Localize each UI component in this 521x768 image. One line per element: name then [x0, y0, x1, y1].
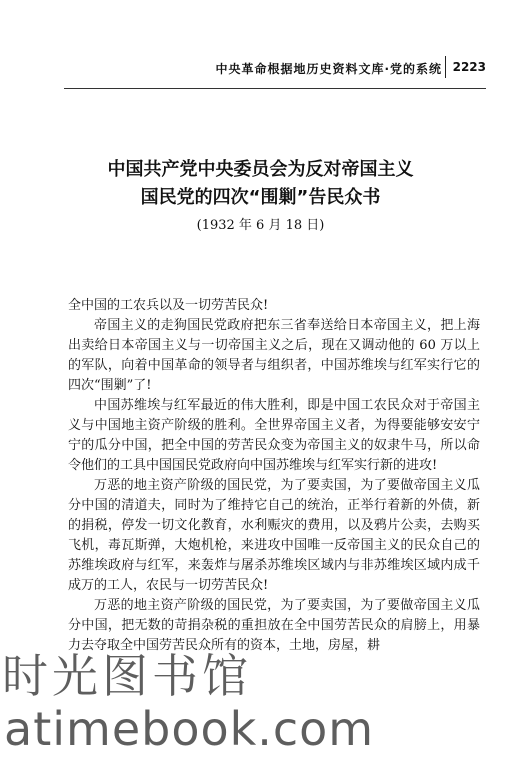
header-rule-line — [64, 88, 486, 89]
document-date: (1932 年 6 月 18 日) — [196, 218, 325, 233]
running-header — [0, 56, 486, 80]
title-line-2: 国民党的四次“围剿”告民众书 — [140, 187, 381, 208]
paragraph: 万恶的地主资产阶级的国民党，为了要卖国，为了要做帝国主义瓜分中国，把无数的苛捐杂税的重担放在全中国劳苦民众的肩膀上，用暴力去夺取全中国劳苦民众所有的资本，土地，房屋，耕 — [68, 598, 480, 653]
paragraph: 中国苏维埃与红军最近的伟大胜利，即是中国工农民众对于帝国主义与中国地主资产阶级的胜利。全世界帝国主义者，为得要能够安安宁宁的瓜分中国，把全中国的劳苦民众变为帝国主义的奴隶牛马，所以命令他们的工具中国国民党政府向中国苏维埃与红军实行新的进攻! — [68, 398, 480, 473]
page-number: 2223 — [452, 60, 486, 74]
series-title: 中央革命根据地历史资料文库·党的系统 — [215, 62, 442, 76]
paragraph: 帝国主义的走狗国民党政府把东三省奉送给日本帝国主义，把上海出卖给日本帝国主义与一切帝国主义之后，现在又调动他的 60 万以上的军队，向着中国革命的领导者与组织者，中国苏维埃与红军实行它的四次“围剿”了! — [68, 318, 480, 393]
header-divider — [445, 56, 446, 78]
title-line-1: 中国共产党中央委员会为反对帝国主义 — [107, 159, 414, 180]
document-title — [0, 156, 521, 212]
watermark — [0, 640, 521, 768]
paragraph: 万恶的地主资产阶级的国民党，为了要卖国，为了要做帝国主义瓜分中国的清道夫，同时为了维持它自己的统治，正举行着新的外债，新的捐税，停发一切文化教育，水利赈灾的费用，以及鸦片公卖，去购买飞机，毒瓦斯弹，大炮机枪，来进攻中国唯一反帝国主义的民众自己的苏维埃政府与红军，来轰炸与屠杀苏维埃区域内与非苏维埃区域内成千成万的工人，农民与一切劳苦民众! — [68, 478, 480, 593]
salutation: 全中国的工农兵以及一切劳苦民众! — [68, 298, 269, 313]
watermark-cn: 时光图书馆 — [2, 649, 252, 703]
document-body — [68, 296, 480, 656]
watermark-en: atimebook.com — [4, 702, 375, 756]
